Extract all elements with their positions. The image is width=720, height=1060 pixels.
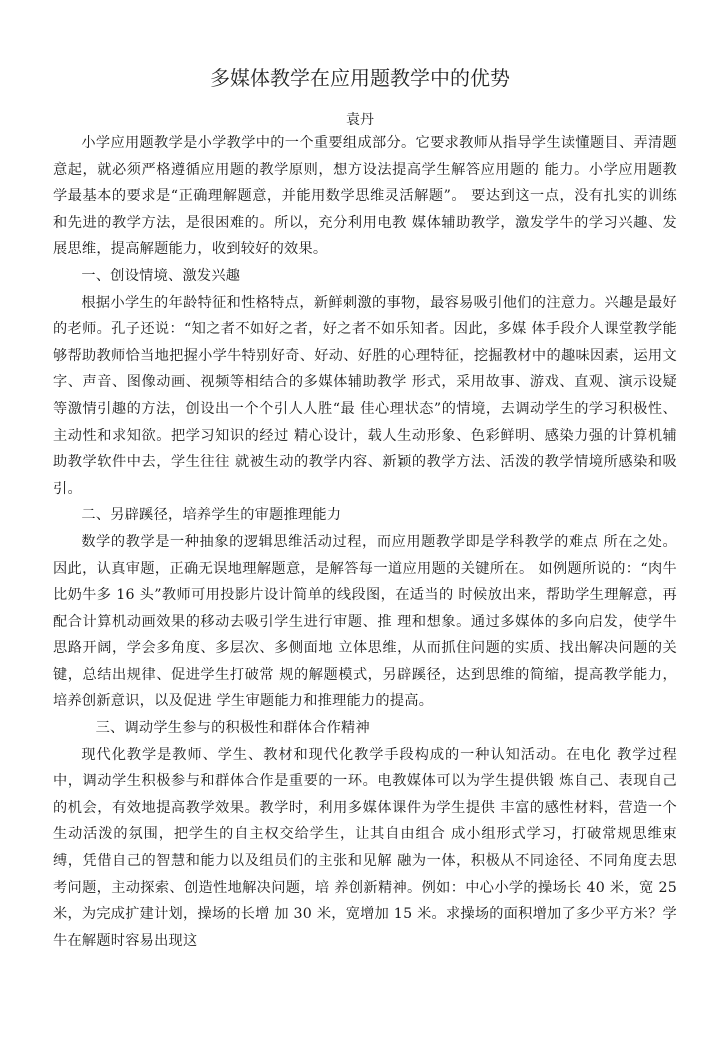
section-heading-1: 一、创设情境、激发兴趣 bbox=[81, 267, 241, 284]
document-title: 多媒体教学在应用题教学中的优势 bbox=[210, 66, 510, 90]
section-paragraph-1: 根据小学生的年龄特征和性格特点，新鲜刺激的事物，最容易吸引他们的注意力。兴趣是最好的老师。孔子还说：“知之者不如好之者，好之者不如乐知者。因此，多媒 体手段介人课堂教学能够帮助教师恰当地把握小学牛特别好奇、好动、好胜的心理特征，挖掘教材中的趣味因素，运用文字、声音、图像动画、视频等相结合的多媒体辅助教学 形式，采用故事、游戏、直观、演示设疑等激情引趣的方法，创设出一个个引人人胜“最 佳心理状态”的情境，去调动学生的学习积极性、主动性和求知欲。把学习知识的经过 精心设计，载人生动形象、色彩鲜明、感染力强的计算机辅助教学软件中去，学生往往 就被生动的教学内容、新颖的教学方法、活泼的教学情境所感染和吸引。 bbox=[53, 294, 677, 497]
intro-paragraph: 小学应用题教学是小学教学中的一个重要组成部分。它要求教师从指导学生读懂题目、弄清题意起，就必须严格遵循应用题的教学原则，想方设法提高学生解答应用题的 能力。小学应用题教学最基本的要求是“正确理解题意，并能用数学思维灵活解题”。 要达到这一点，没有扎实的训练和先进的教学方法，是很困难的。所以，充分利用电教 媒体辅助教学，激发学牛的学习兴趣、发展思维，提高解题能力，收到较好的效果。 bbox=[53, 135, 677, 258]
author-name: 袁丹 bbox=[346, 112, 374, 128]
section-paragraph-2: 数学的教学是一种抽象的逻辑思维活动过程，而应用题教学即是学科教学的难点 所在之处。因此，认真审题，正确无误地理解题意，是解答每一道应用题的关键所在。 如例题所说的：“肉牛比奶牛多 16 头”教师可用投影片设计简单的线段图，在适当的 时候放出来，帮助学生理解意，再配合计算机动画效果的移动去吸引学生进行审题、推 理和想象。通过多媒体的多向启发，使学牛思路开阔，学会多角度、多层次、多侧面地 立体思维，从而抓住问题的实质、找出解决问题的关键，总结出规律、促进学生打破常 规的解题模式，另辟蹊径，达到思维的简缩，提高教学能力，培养创新意识，以及促进 学生审题能力和推理能力的提高。 bbox=[53, 533, 677, 710]
section-paragraph-3: 现代化教学是教师、学生、教材和现代化教学手段构成的一种认知活动。在电化 教学过程中，调动学生积极参与和群体合作是重要的一环。电教媒体可以为学生提供锻 炼自己、表现自己的机会，有效地提高教学效果。教学时，利用多媒体课件为学生提供 丰富的感性材料，营造一个生动活泼的氛围，把学生的自主权交给学生，让其自由组合 成小组形式学习，打破常规思维束缚，凭借自己的智慧和能力以及组员们的主张和见解 融为一体，积极从不同途径、不同角度去思考问题，主动探索、创造性地解决问题，培 养创新精神。例如：中心小学的操场长 40 米，宽 25 米，为完成扩建计划，操场的长增 加 30 米，宽增加 15 米。求操场的面积增加了多少平方米？学牛在解题时容易出现这 bbox=[53, 746, 677, 949]
document-body bbox=[53, 130, 677, 954]
section-heading-2: 二、另辟蹊径，培养学生的审题推理能力 bbox=[81, 507, 342, 524]
section-heading-3: 三、调动学生参与的积极性和群体合作精神 bbox=[95, 720, 370, 737]
